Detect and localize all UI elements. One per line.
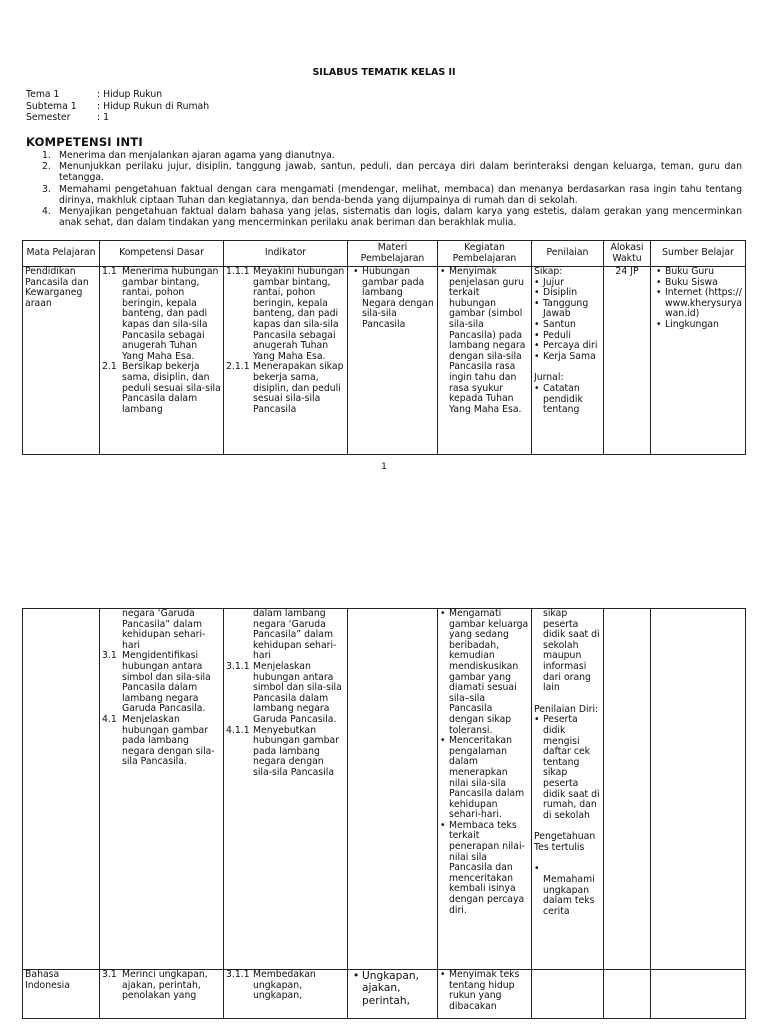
bullet-icon: •	[353, 267, 359, 277]
cell-penilaian	[532, 267, 604, 455]
indikator-number: 4.1.1	[226, 724, 250, 736]
indikator-text: Menerapakan sikap bekerja sama, disiplin, dan peduli sesuai sila-sila Pancasila	[253, 361, 344, 415]
pengetahuan-heading: Pengetahuan	[534, 831, 596, 843]
cell-penilaian	[532, 970, 604, 1019]
kd-item	[102, 267, 221, 362]
penilaian-text: Disiplin	[543, 287, 578, 299]
cell-materi	[348, 609, 438, 970]
kegiatan-text: Menyimak penjelasan guru terkait hubungan gambar (simbol sila-sila Pancasila) pada lambang negara dengan sila-sila Pancasila rasa ingin tahu dan rasa syukur kepada Tuhan Yang Maha Esa.	[449, 267, 526, 415]
header-mata-pelajaran: Mata Pelajaran	[23, 241, 100, 267]
sumber-text: Lingkungan	[665, 318, 719, 330]
jurnal-item	[534, 384, 601, 416]
mapel-text: Pendidikan Pancasila dan Kewarganeg araan	[25, 267, 89, 309]
kegiatan-item	[440, 736, 529, 821]
table-row	[23, 970, 746, 1019]
penilaian-diri-heading: Penilaian Diri:	[534, 703, 599, 715]
bullet-icon: •	[353, 970, 360, 982]
bullet-icon: •	[534, 297, 540, 309]
kegiatan-text: Menceritakan pengalaman dalam menerapkan nilai sila-sila Pancasila dalam kehidupan sehari-hari.	[449, 735, 525, 821]
kd-number: 3.1	[102, 650, 117, 662]
cell-indikator	[224, 267, 348, 455]
kd-text: Bersikap bekerja sama, disiplin, dan peduli sesuai sila-sila Pancasila dalam lambang	[122, 361, 221, 415]
indikator-text: dalam lambang negara ‘Garuda Pancasila” dalam kehidupan sehari-hari	[253, 609, 337, 662]
sumber-item	[653, 288, 743, 320]
ki-item	[42, 150, 742, 161]
penilaian-text: Peduli	[543, 329, 571, 341]
ki-number: 3.	[42, 183, 51, 195]
indikator-text: Membedakan ungkapan, ungkapan,	[253, 970, 316, 1002]
mapel-text: Bahasa Indonesia	[25, 970, 70, 991]
table-header-row	[23, 241, 746, 267]
document-meta	[26, 89, 209, 124]
cell-materi	[348, 970, 438, 1019]
meta-row-subtema	[26, 101, 209, 113]
bullet-icon: •	[440, 970, 446, 980]
kegiatan-item	[440, 970, 529, 1012]
indikator-text: Meyakini hubungan gambar bintang, rantai, pohon beringin, kepala banteng, dan padi kapas dan sila-sila Pancasila sebagai anugerah Tuhan Yang Maha Esa.	[253, 267, 345, 362]
penilaian-item	[534, 715, 601, 821]
kd-item	[102, 970, 221, 1002]
meta-value: : 1	[97, 112, 110, 123]
header-alokasi: Alokasi Waktu	[604, 241, 651, 267]
table-row	[23, 267, 746, 455]
ki-text: Menerima dan menjalankan ajaran agama yang dianutnya.	[59, 150, 335, 161]
materi-item	[350, 267, 435, 331]
penilaian-text: Tanggung Jawab	[543, 297, 589, 320]
meta-value: : Hidup Rukun di Rumah	[97, 100, 210, 112]
ki-number: 2.	[42, 161, 51, 173]
materi-text: Ungkapan, ajakan, perintah,	[362, 970, 419, 1007]
meta-value: : Hidup Rukun	[97, 89, 163, 100]
kd-text: Mengidentifikasi hubungan antara simbol dan sila-sila Pancasila dalam lambang negara Garuda Pancasila.	[122, 650, 211, 715]
cell-alokasi	[604, 267, 651, 455]
bullet-icon: •	[534, 340, 540, 352]
bullet-icon: •	[534, 287, 540, 299]
bullet-icon: •	[656, 267, 662, 277]
bullet-icon: •	[534, 863, 540, 875]
kd-item	[102, 715, 221, 768]
header-indikator: Indikator	[224, 241, 348, 267]
jurnal-heading: Jurnal:	[534, 372, 564, 384]
ki-item	[42, 206, 742, 228]
ki-text: Menyajikan pengetahuan faktual dalam bahasa yang jelas, sistematis dan logis, dalam karya yang estetis, dalam gerakan yang mencerminkan anak sehat, dan dalam tindakan yang mencerminkan perilaku anak beriman dan berakhlak mulia.	[59, 206, 742, 229]
materi-item	[350, 970, 435, 1007]
penilaian-item	[534, 320, 601, 331]
ki-item	[42, 184, 742, 206]
indikator-number: 3.1.1	[226, 660, 250, 672]
ki-item	[42, 161, 742, 183]
cell-kd	[100, 970, 224, 1019]
syllabus-table-page-2	[22, 608, 746, 1019]
penilaian-text: sikap peserta didik saat di sekolah maupun informasi dari orang lain	[543, 609, 600, 694]
sumber-text: Buku Guru	[665, 267, 715, 277]
sumber-item	[653, 320, 743, 331]
indikator-item	[226, 726, 345, 779]
indikator-number: 2.1.1	[226, 361, 250, 373]
table-row	[23, 609, 746, 970]
kd-item-continued	[102, 609, 221, 651]
bullet-icon: •	[534, 382, 540, 394]
kd-number: 4.1	[102, 713, 117, 725]
kegiatan-item	[440, 267, 529, 415]
sumber-text: Internet (https://www.kherysuryawan.id)	[665, 287, 742, 320]
alokasi-text: 24 JP	[615, 267, 639, 277]
syllabus-table-page-1	[22, 240, 746, 455]
cell-materi	[348, 267, 438, 455]
cell-kd	[100, 609, 224, 970]
penilaian-item	[534, 352, 601, 363]
indikator-item	[226, 362, 345, 415]
meta-label: Tema 1	[26, 89, 60, 100]
kd-text: Merinci ungkapan, ajakan, perintah, penolakan yang	[122, 970, 208, 1002]
penilaian-text: Jujur	[543, 276, 564, 288]
kegiatan-text: Mengamati gambar keluarga yang sedang beribadah, kemudian mendiskusikan gambar yang diamati sesuai sila–sila Pancasila dengan sikap toleransi.	[449, 609, 529, 736]
cell-mapel	[23, 970, 100, 1019]
bullet-icon: •	[534, 350, 540, 362]
cell-alokasi	[604, 970, 651, 1019]
kd-number: 3.1	[102, 970, 117, 980]
bullet-icon: •	[440, 735, 446, 747]
indikator-number: 1.1.1	[226, 267, 250, 277]
kompetensi-inti-list	[42, 150, 742, 228]
kd-text: Menerima hubungan gambar bintang, rantai, pohon beringin, kepala banteng, dan padi kapas dan sila-sila Pancasila sebagai anugerah Tuhan Yang Maha Esa.	[122, 267, 219, 362]
meta-row-tema	[26, 89, 209, 101]
cell-sumber	[651, 970, 746, 1019]
indikator-item-continued	[226, 609, 345, 662]
ki-text: Menunjukkan perilaku jujur, disiplin, tanggung jawab, santun, peduli, dan percaya diri dalam berinteraksi dengan keluarga, teman, guru dan tetangga.	[59, 161, 742, 184]
cell-sumber	[651, 267, 746, 455]
bullet-icon: •	[440, 819, 446, 831]
indikator-item	[226, 267, 345, 362]
meta-label: Subtema 1	[26, 100, 77, 112]
indikator-item	[226, 662, 345, 726]
tes-item-text	[534, 875, 601, 917]
page-number: 1	[381, 462, 387, 472]
bullet-icon: •	[534, 329, 540, 341]
cell-sumber	[651, 609, 746, 970]
bullet-icon: •	[440, 267, 446, 277]
jurnal-text: Catatan pendidik tentang	[543, 382, 583, 416]
tes-text: Memahami ungkapan dalam teks cerita	[543, 874, 595, 917]
header-materi: Materi Pembelajaran	[348, 241, 438, 267]
bullet-icon: •	[534, 714, 540, 726]
bullet-icon: •	[656, 287, 662, 299]
penilaian-text: Santun	[543, 318, 576, 330]
kegiatan-item	[440, 609, 529, 736]
kd-text: Menjelaskan hubungan gambar pada lambang negara dengan sila-sila Pancasila.	[122, 713, 215, 768]
ki-number: 1.	[42, 150, 51, 161]
kompetensi-inti-heading: KOMPETENSI INTI	[26, 135, 143, 149]
cell-kegiatan	[438, 970, 532, 1019]
header-kegiatan: Kegiatan Pembelajaran	[438, 241, 532, 267]
document-title: SILABUS TEMATIK KELAS II	[312, 67, 456, 78]
cell-indikator	[224, 609, 348, 970]
indikator-text: Menyebutkan hubungan gambar pada lambang negara dengan sila-sila Pancasila	[253, 724, 339, 778]
sumber-text: Buku Siswa	[665, 276, 718, 288]
kegiatan-text: Membaca teks terkait penerapan nilai-nilai sila Pancasila dan menceritakan kembali isinya dengan percaya diri.	[449, 819, 525, 916]
cell-alokasi	[604, 609, 651, 970]
meta-label: Semester	[26, 112, 71, 123]
cell-kegiatan	[438, 267, 532, 455]
sumber-item	[653, 267, 743, 278]
cell-indikator	[224, 970, 348, 1019]
meta-row-semester	[26, 112, 209, 124]
bullet-icon: •	[656, 318, 662, 330]
kd-number: 2.1	[102, 361, 117, 373]
ki-number: 4.	[42, 206, 51, 218]
kegiatan-item	[440, 821, 529, 916]
cell-kegiatan	[438, 609, 532, 970]
penilaian-item	[534, 299, 601, 320]
kegiatan-text: Menyimak teks tentang hidup rukun yang dibacakan	[449, 970, 520, 1012]
penilaian-text: Percaya diri	[543, 340, 598, 352]
penilaian-text: Peserta didik mengisi daftar cek tentang sikap peserta didik saat di rumah, dan di sekolah	[543, 714, 600, 821]
penilaian-item-continued	[534, 609, 601, 694]
bullet-icon: •	[534, 276, 540, 288]
indikator-number: 3.1.1	[226, 970, 250, 980]
header-sumber: Sumber Belajar	[651, 241, 746, 267]
kd-number: 1.1	[102, 267, 117, 277]
indikator-item	[226, 970, 345, 1002]
penilaian-sikap-heading: Sikap:	[534, 267, 563, 277]
kd-item	[102, 362, 221, 415]
header-penilaian: Penilaian	[532, 241, 604, 267]
bullet-icon: •	[656, 276, 662, 288]
kd-item	[102, 651, 221, 715]
indikator-text: Menjelaskan hubungan antara simbol dan sila-sila Pancasila dalam lambang negara Garuda Pancasila.	[253, 660, 342, 725]
cell-kd	[100, 267, 224, 455]
bullet-icon: •	[440, 609, 446, 619]
kd-text: negara ‘Garuda Pancasila” dalam kehidupan sehari-hari	[122, 609, 206, 651]
penilaian-text: Kerja Sama	[543, 350, 596, 362]
ki-text: Memahami pengetahuan faktual dengan cara mengamati (mendengar, melihat, membaca) dan menanya berdasarkan rasa ingin tahu tentang dirinya, makhluk ciptaan Tuhan dan kegiatannya, dan benda-benda yang dijumpainya di rumah dan di sekolah.	[59, 183, 742, 206]
bullet-icon: •	[534, 318, 540, 330]
tes-tertulis-label: Tes tertulis	[534, 841, 585, 853]
header-kompetensi-dasar: Kompetensi Dasar	[100, 241, 224, 267]
cell-mapel	[23, 609, 100, 970]
materi-text: Hubungan gambar pada lambang Negara dengan sila-sila Pancasila	[362, 267, 434, 330]
cell-penilaian	[532, 609, 604, 970]
cell-mapel	[23, 267, 100, 455]
